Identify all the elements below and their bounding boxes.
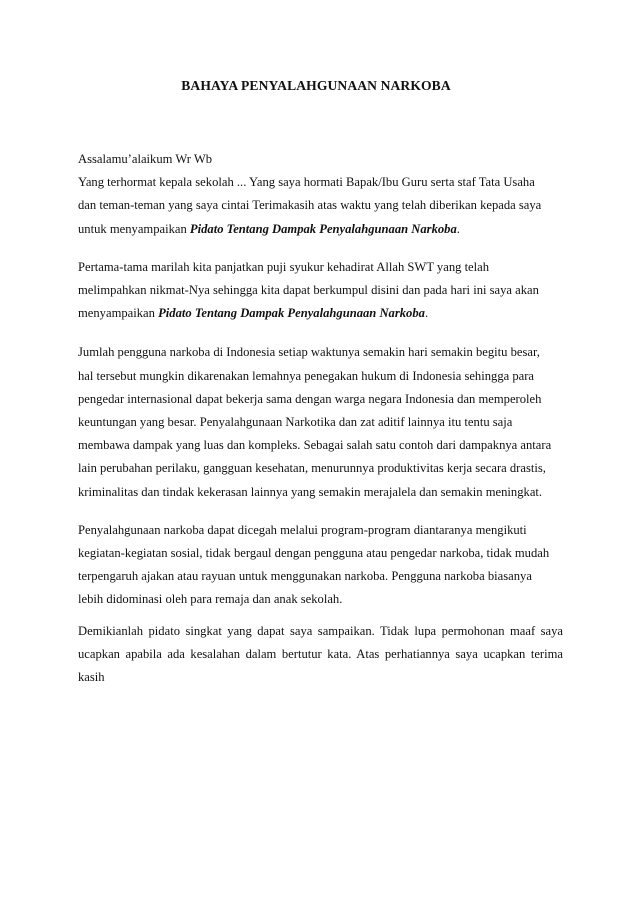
text-run: untuk menyampaikan (78, 221, 190, 236)
paragraph-impact (78, 341, 563, 503)
text-line: hal tersebut mungkin dikarenakan lemahnya penegakan hukum di Indonesia sehingga para (78, 368, 535, 383)
text-line (78, 302, 563, 325)
speech-title-emphasis: Pidato Tentang Dampak Penyalahgunaan Narkoba (158, 306, 425, 321)
text-line: kriminalitas dan tindak kekerasan lainnya yang semakin merajalela dan semakin meningkat. (78, 484, 543, 499)
text-line: kegiatan-kegiatan sosial, tidak bergaul dengan pengguna atau pengedar narkoba, tidak mudah (78, 546, 550, 561)
text-line: keuntungan yang besar. Penyalahgunaan Narkotika dan zat aditif lainnya itu tentu saja (78, 415, 513, 430)
text-line: terpengaruh ajakan atau rayuan untuk menggunakan narkoba. Pengguna narkoba biasanya (78, 569, 532, 584)
text-run: menyampaikan (78, 306, 159, 321)
text-run: . (456, 221, 460, 236)
speech-title-emphasis: Pidato Tentang Dampak Penyalahgunaan Narkoba (189, 221, 457, 236)
text-line: lain perubahan perilaku, gangguan kesehatan, menurunnya produktivitas kerja secara drastis, (78, 461, 546, 476)
text-line: Yang terhormat kepala sekolah ... Yang saya hormati Bapak/Ibu Guru serta staf Tata Usaha (78, 175, 535, 190)
paragraph-opening (78, 148, 563, 241)
text-line: Penyalahgunaan narkoba dapat dicegah melalui program-program diantaranya mengikuti (78, 522, 527, 537)
text-line: kasih (78, 670, 105, 685)
text-line: pengedar internasional dapat bekerja sama dengan warga negara Indonesia dan memperoleh (78, 391, 542, 406)
document-title: BAHAYA PENYALAHGUNAAN NARKOBA (181, 78, 451, 93)
text-line: membawa dampak yang luas dan kompleks. Sebagai salah satu contoh dari dampaknya antara (78, 438, 552, 453)
greeting-line: Assalamu’alaikum Wr Wb (78, 152, 213, 166)
paragraph-closing (78, 620, 563, 690)
text-line: Jumlah pengguna narkoba di Indonesia setiap waktunya semakin hari semakin begitu besar, (78, 345, 540, 360)
text-line: dan teman-teman yang saya cintai Terimakasih atas waktu yang telah diberikan kepada saya (78, 198, 542, 213)
text-line: melimpahkan nikmat-Nya sehingga kita dapat berkumpul disini dan pada hari ini saya akan (78, 283, 539, 298)
paragraph-gratitude (78, 256, 563, 326)
text-line: Pertama-tama marilah kita panjatkan puji syukur kehadirat Allah SWT yang telah (78, 259, 490, 274)
text-line: lebih didominasi oleh para remaja dan anak sekolah. (78, 592, 343, 607)
text-run: . (424, 306, 429, 321)
document-body (78, 148, 563, 689)
text-line: ucapkan apabila ada kesalahan dalam bertutur kata. Atas perhatiannya saya ucapkan terima (78, 646, 563, 661)
text-line: Demikianlah pidato singkat yang dapat saya sampaikan. Tidak lupa permohonan maaf saya (78, 623, 563, 638)
text-line (78, 218, 563, 241)
paragraph-prevention (78, 519, 563, 612)
